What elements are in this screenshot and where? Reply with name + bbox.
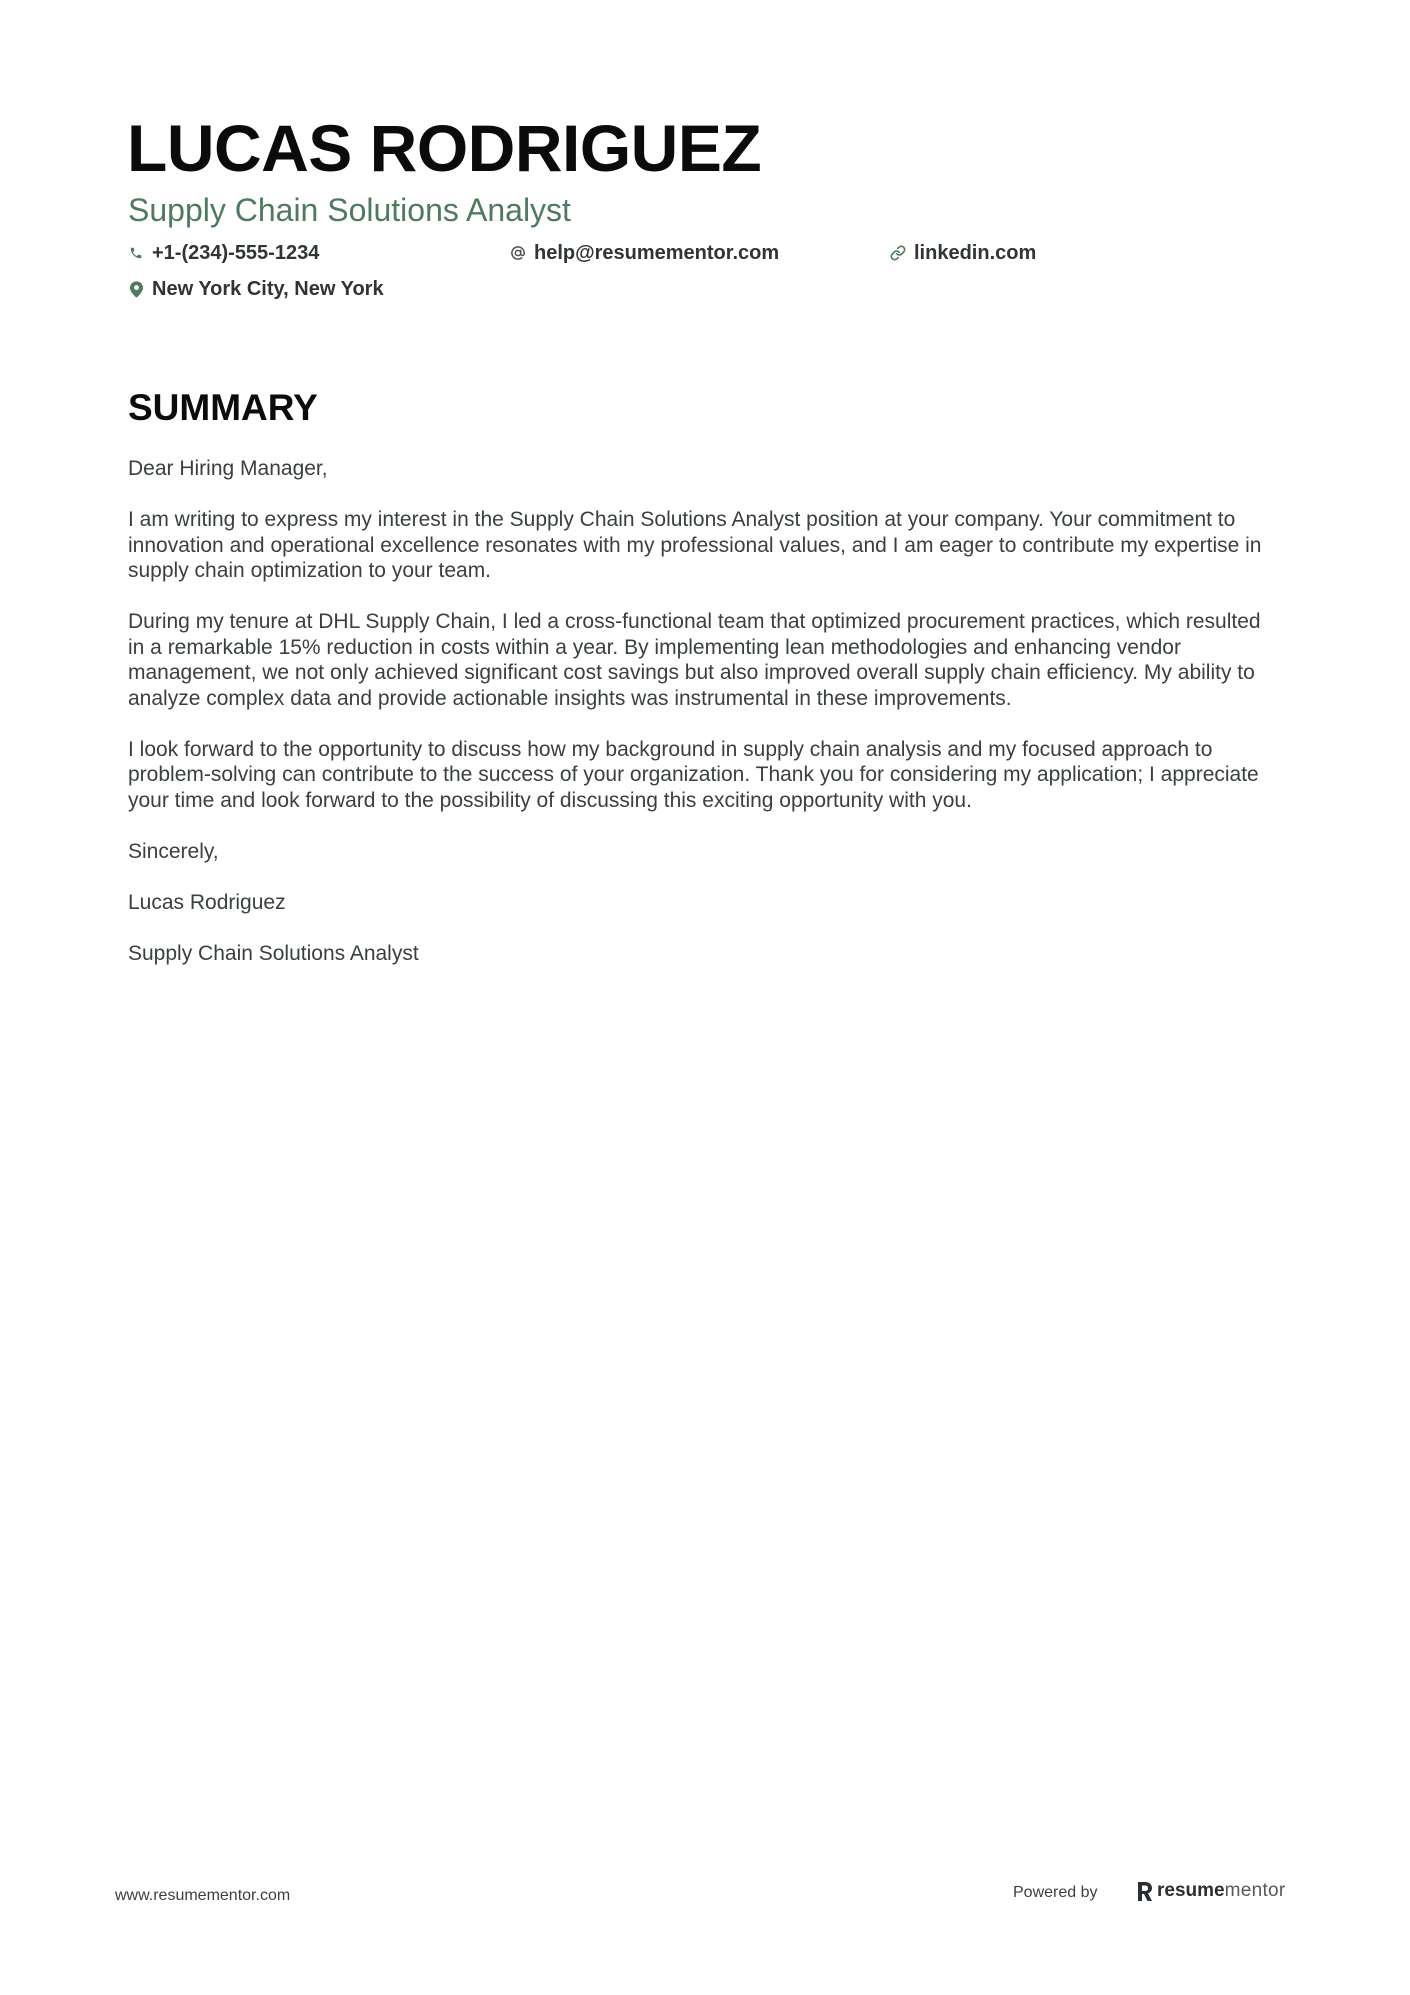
brand-text-strong: resume xyxy=(1157,1880,1225,1901)
contact-website[interactable] xyxy=(890,240,1036,266)
resumementor-logo[interactable] xyxy=(1137,1880,1286,1902)
contact-phone xyxy=(128,240,319,266)
location-text: New York City, New York xyxy=(152,278,384,300)
closing: Sincerely, xyxy=(128,839,219,863)
letter-paragraph: During my tenure at DHL Supply Chain, I led a cross-functional team that optimized procurement practices, which resulted in a remarkable 15% reduction in costs within a year. By implementing lean methodologies and enhancing vendor management, we not only achieved significant cost savings but also improved overall supply chain efficiency. My ability to analyze complex data and provide actionable insights was instrumental in these improvements. xyxy=(128,610,1261,710)
link-icon xyxy=(890,244,906,262)
at-sign-icon xyxy=(510,244,526,262)
signature-title: Supply Chain Solutions Analyst xyxy=(128,941,419,965)
letter-paragraph: I look forward to the opportunity to discuss how my background in supply chain analysis and my focused approach to problem-solving can contribute to the success of your organization. Thank you for considering my application; I appreciate your time and look forward to the possibility of discussing this exciting opportunity with you. xyxy=(128,737,1259,812)
phone-icon xyxy=(128,244,144,262)
signature-name: Lucas Rodriguez xyxy=(128,890,286,914)
phone-text: +1-(234)-555-1234 xyxy=(152,242,320,264)
brand-mark-icon xyxy=(1137,1880,1153,1902)
candidate-name: LUCAS RODRIGUEZ xyxy=(127,111,762,185)
letter-body xyxy=(128,456,1278,992)
letter-paragraph: I am writing to express my interest in the Supply Chain Solutions Analyst position at your company. Your commitment to innovation and operational excellence resonates with my professional values, and I am eager to contribute my expertise in supply chain optimization to your team. xyxy=(128,508,1262,582)
salutation: Dear Hiring Manager, xyxy=(128,457,328,480)
contact-location xyxy=(128,276,384,302)
powered-by-label: Powered by xyxy=(1013,1884,1098,1901)
map-pin-icon xyxy=(128,280,144,298)
email-text: help@resumementor.com xyxy=(534,242,780,264)
brand-text-light: mentor xyxy=(1224,1880,1286,1901)
footer-website-link[interactable]: www.resumementor.com xyxy=(115,1887,291,1904)
contact-email[interactable] xyxy=(510,240,779,266)
website-text: linkedin.com xyxy=(914,242,1037,264)
summary-heading: SUMMARY xyxy=(128,387,318,428)
candidate-title: Supply Chain Solutions Analyst xyxy=(128,192,571,228)
